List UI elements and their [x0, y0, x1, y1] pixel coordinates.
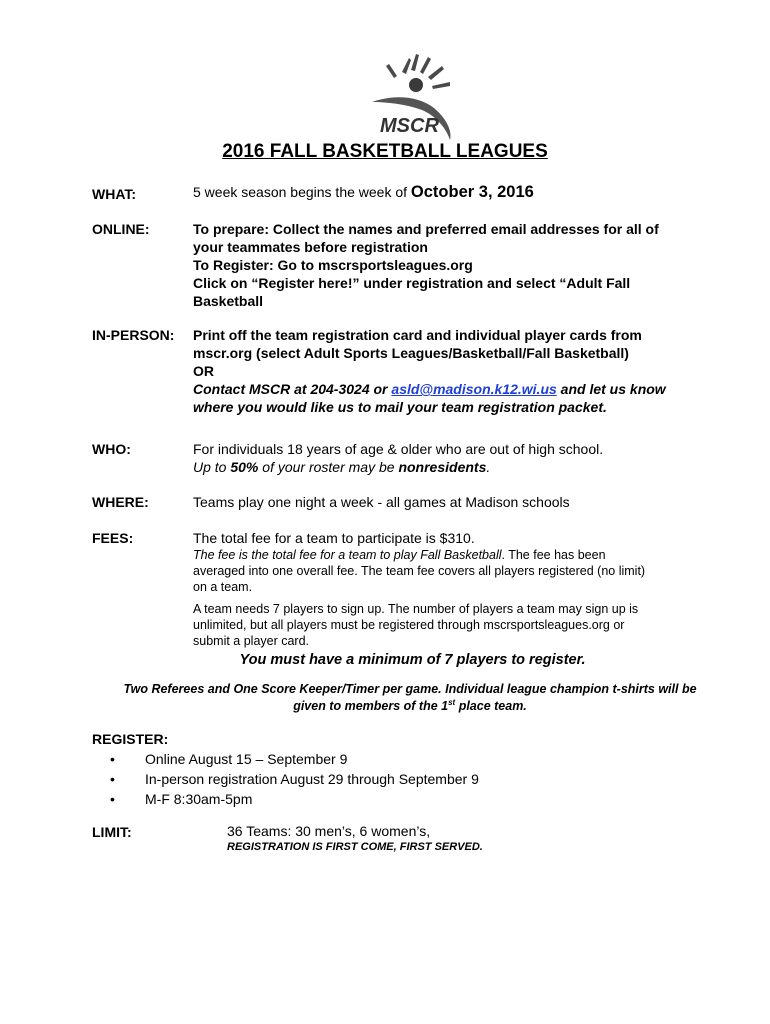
inperson-contact: [193, 380, 728, 398]
fee-italic-text: The fee is the total fee for a team to play Fall Basketball: [193, 548, 502, 562]
fee-paragraph-1: [193, 547, 728, 595]
inperson-section: [92, 326, 732, 418]
sun-figure-logo-icon: [364, 52, 474, 142]
fee-amount-line: The total fee for a team to participate is $310.: [193, 530, 475, 546]
who-text: .: [486, 459, 491, 475]
inperson-label: IN-PERSON:: [92, 327, 175, 343]
inperson-value: [193, 326, 728, 416]
who-text: Up to: [193, 459, 231, 475]
season-start-date: October 3, 2016: [410, 183, 534, 201]
inperson-or: OR: [193, 363, 214, 379]
who-text: of your roster may be: [258, 459, 399, 475]
nonresident-percent: 50%: [230, 459, 259, 475]
fee-paragraph-2: [193, 601, 728, 649]
minimum-players-notice: You must have a minimum of 7 players to register.: [239, 652, 586, 668]
what-section: [92, 182, 732, 206]
referees-line-2: [60, 698, 760, 715]
register-list: [110, 749, 479, 809]
online-label: ONLINE:: [92, 221, 150, 237]
referees-line: Two Referees and One Score Keeper/Timer per game. Individual league champion t-shirts will be: [123, 682, 697, 696]
mscr-logo: [364, 52, 474, 142]
who-line: For individuals 18 years of age & older who are out of high school.: [193, 441, 604, 457]
register-section: [92, 730, 732, 750]
email-link[interactable]: asld@madison.k12.wi.us: [391, 381, 557, 397]
online-line: your teammates before registration: [193, 239, 428, 255]
inperson-line: mscr.org (select Adult Sports Leagues/Basketball/Fall Basketball): [193, 345, 629, 361]
fees-section: [92, 529, 732, 669]
register-label: REGISTER:: [92, 731, 169, 747]
referees-notice: [60, 681, 760, 715]
fees-value: [193, 529, 728, 649]
team-limit: 36 Teams: 30 men’s, 6 women’s,: [227, 823, 431, 839]
who-roster-line: [193, 458, 728, 476]
logo-text: MSCR: [380, 115, 439, 137]
where-label: WHERE:: [92, 494, 149, 510]
online-value: [193, 220, 728, 310]
online-section: [92, 220, 732, 312]
online-line: To Register: Go to mscrsportsleagues.org: [193, 257, 473, 273]
page-title: 2016 FALL BASKETBALL LEAGUES: [222, 141, 548, 162]
fee-text: on a team.: [193, 580, 253, 594]
fee-text: . The fee has been: [501, 548, 606, 562]
where-value: Teams play one night a week - all games at Madison schools: [193, 494, 570, 510]
who-section: [92, 440, 732, 480]
where-section: [92, 493, 732, 513]
inperson-line: Print off the team registration card and individual player cards from: [193, 327, 642, 343]
inperson-line: where you would like us to mail your team registration packet.: [193, 399, 607, 415]
what-text: 5 week season begins the week of: [193, 184, 411, 200]
nonresidents-word: nonresidents: [398, 459, 487, 475]
fee-text: unlimited, but all players must be registered through mscrsportsleagues.org or: [193, 618, 625, 632]
fee-text: submit a player card.: [193, 634, 310, 648]
fees-label: FEES:: [92, 530, 134, 546]
fee-text: A team needs 7 players to sign up. The number of players a team may sign up is: [193, 602, 639, 616]
referees-text: given to members of the 1: [293, 699, 449, 713]
register-item-hours: • M-F 8:30am-5pm: [110, 789, 479, 809]
register-item-online: • Online August 15 – September 9: [110, 749, 479, 769]
online-line: Basketball: [193, 293, 264, 309]
register-item-inperson: • In-person registration August 29 through September 9: [110, 769, 479, 789]
limit-section: [92, 822, 732, 862]
fee-text: averaged into one overall fee. The team fee covers all players registered (no limit): [193, 564, 646, 578]
contact-text-after: and let us know: [556, 381, 666, 397]
what-value: [193, 183, 728, 201]
who-label: WHO:: [92, 441, 131, 457]
who-value: [193, 440, 728, 476]
ordinal-suffix: st: [448, 697, 456, 707]
referees-text: place team.: [455, 699, 527, 713]
what-label: WHAT:: [92, 186, 137, 202]
contact-text: Contact MSCR at 204-3024 or: [193, 381, 392, 397]
online-line: To prepare: Collect the names and preferred email addresses for all of: [193, 221, 659, 237]
limit-value: [227, 822, 727, 855]
limit-label: LIMIT:: [92, 824, 132, 840]
online-line: Click on “Register here!” under registration and select “Adult Fall: [193, 275, 631, 291]
first-come-notice: REGISTRATION IS FIRST COME, FIRST SERVED.: [227, 841, 483, 853]
